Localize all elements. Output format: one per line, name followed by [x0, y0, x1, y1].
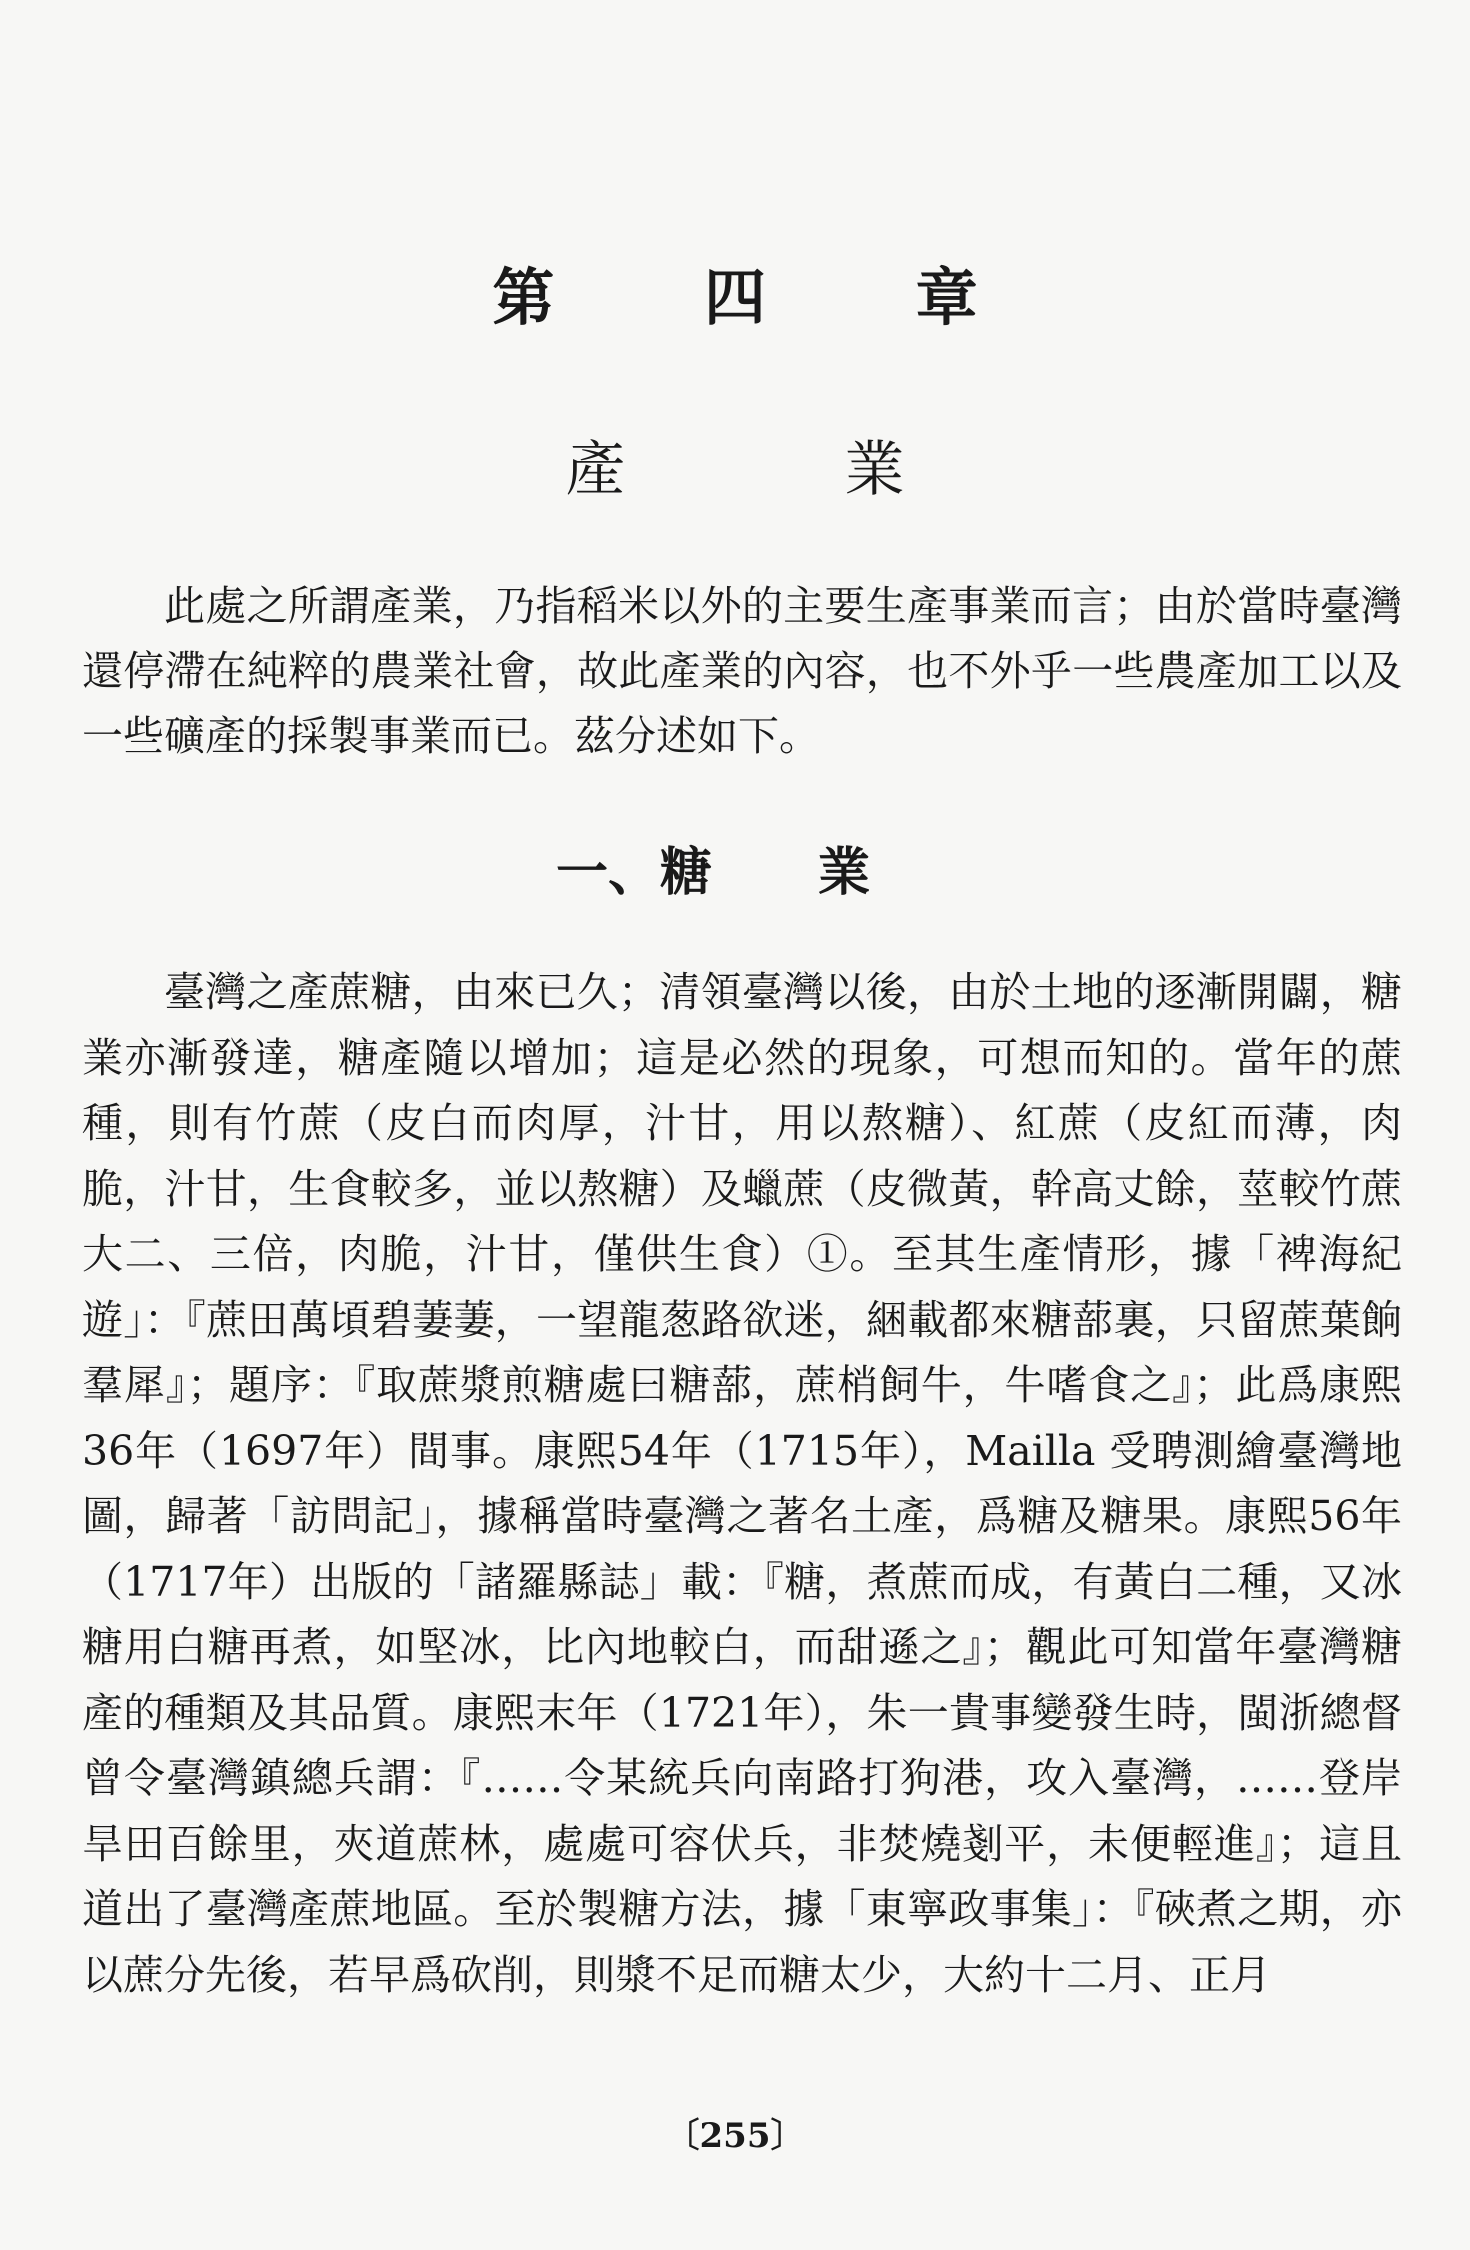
chapter-title: 產 業 [565, 435, 1005, 505]
section-heading [0, 830, 1470, 905]
section-number: 一、 [555, 842, 660, 903]
body-paragraph: 臺灣之產蔗糖，由來已久；清領臺灣以後，由於土地的逐漸開闢，糖業亦漸發達，糖產隨以增加；這是必然的現象，可想而知的。當年的蔗種，則有竹蔗（皮白而肉厚，汁甘，用以熬糖）、紅蔗（皮紅而薄，肉脆，汁甘，生食較多，並以熬糖）及蠟蔗（皮微黃，幹高丈餘，莖較竹蔗大二、三倍，肉脆，汁甘，僅供生食）①。至其生產情形，據「裨海紀遊」：『蔗田萬頃碧萋萋，一望龍葱路欲迷，綑載都來糖蔀裏，只留蔗葉餉羣犀』；題序：『取蔗漿煎糖處曰糖蔀，蔗梢飼牛，牛嗜食之』；此爲康熙36年（1697年）間事。康熙54年（1715年），Mailla 受聘測繪臺灣地圖，歸著「訪問記」，據稱當時臺灣之著名土產，爲糖及糖果。康熙56年（1717年）出版的「諸羅縣誌」載：『糖，煮蔗而成，有黃白二種，又冰糖用白糖再煮，如堅冰，比內地較白，而甜遜之』；觀此可知當年臺灣糖產的種類及其品質。康熙末年（1721年），朱一貴事變發生時，閩浙總督曾令臺灣鎮總兵謂：『……令某統兵向南路打狗港，攻入臺灣，……登岸旱田百餘里，夾道蔗林，處處可容伏兵，非焚燒剗平，未便輕進』；這且道出了臺灣產蔗地區。至於製糖方法，據「東寧政事集」：『硤煮之期，亦以蔗分先後，若早爲砍削，則漿不足而糖太少，大約十二月、正月 [82, 968, 1402, 1999]
section-title: 糖 業 [659, 842, 915, 903]
intro-paragraph: 此處之所謂產業，乃指稻米以外的主要生產事業而言；由於當時臺灣還停滯在純粹的農業社會，故此產業的內容，也不外乎一些農產加工以及一些礦產的採製事業而已。茲分述如下。 [82, 582, 1402, 760]
page-number: 〔255〕 [665, 2116, 805, 2156]
chapter-heading: 第 四 章 [492, 261, 1042, 334]
